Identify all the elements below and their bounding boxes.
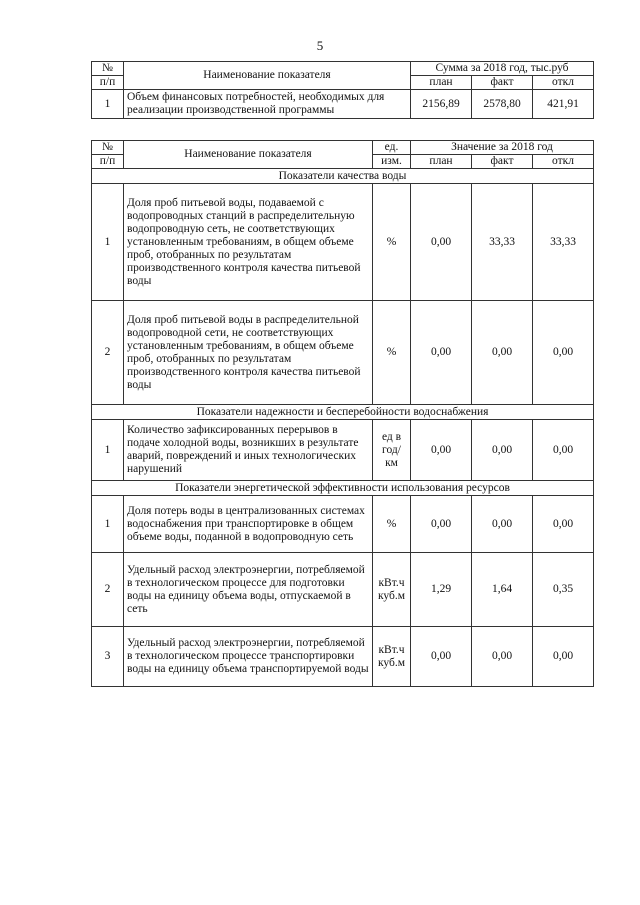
table-row bbox=[92, 90, 594, 119]
row-unit: кВт.ч куб.м bbox=[373, 627, 411, 687]
header-deviation: откл bbox=[533, 155, 594, 169]
table-row bbox=[92, 420, 594, 481]
row-plan-value: 2156,89 bbox=[411, 90, 472, 119]
row-indicator-name: Удельный расход электроэнергии, потребляемой в технологическом процессе для подготовки воды на единицу объема воды, отпускаемой в сеть bbox=[124, 553, 373, 627]
row-fact-value: 0,00 bbox=[472, 420, 533, 481]
row-num: 2 bbox=[92, 301, 124, 405]
row-deviation-value: 0,00 bbox=[533, 496, 594, 553]
row-num: 1 bbox=[92, 90, 124, 119]
row-indicator-name: Удельный расход электроэнергии, потребляемой в технологическом процессе транспортировки воды на единицу объема транспортируемой воды bbox=[124, 627, 373, 687]
indicators-table bbox=[91, 140, 594, 687]
row-indicator-name: Количество зафиксированных перерывов в подаче холодной воды, возникших в результате аварий, повреждений и иных технологических нарушений bbox=[124, 420, 373, 481]
row-plan-value: 1,29 bbox=[411, 553, 472, 627]
row-unit: ед в год/ км bbox=[373, 420, 411, 481]
header-plan: план bbox=[411, 155, 472, 169]
table-row bbox=[92, 184, 594, 301]
row-fact-value: 0,00 bbox=[472, 627, 533, 687]
header-num-line1: № bbox=[92, 62, 124, 76]
row-plan-value: 0,00 bbox=[411, 420, 472, 481]
row-indicator-name: Объем финансовых потребностей, необходимых для реализации производственной программы bbox=[124, 90, 411, 119]
header-unit-line1: ед. bbox=[373, 141, 411, 155]
row-num: 3 bbox=[92, 627, 124, 687]
table-row bbox=[92, 301, 594, 405]
section-title-energy-efficiency: Показатели энергетической эффективности использования ресурсов bbox=[92, 481, 594, 496]
row-deviation-value: 0,00 bbox=[533, 301, 594, 405]
row-deviation-value: 0,35 bbox=[533, 553, 594, 627]
row-unit: % bbox=[373, 301, 411, 405]
table-row bbox=[92, 627, 594, 687]
row-num: 1 bbox=[92, 184, 124, 301]
header-num-line1: № bbox=[92, 141, 124, 155]
row-fact-value: 0,00 bbox=[472, 301, 533, 405]
row-unit: кВт.ч куб.м bbox=[373, 553, 411, 627]
page-number: 5 bbox=[316, 38, 324, 53]
row-fact-value: 2578,80 bbox=[472, 90, 533, 119]
section-title-water-quality: Показатели качества воды bbox=[92, 169, 594, 184]
section-title-reliability: Показатели надежности и бесперебойности водоснабжения bbox=[92, 405, 594, 420]
row-plan-value: 0,00 bbox=[411, 184, 472, 301]
header-plan: план bbox=[411, 76, 472, 90]
header-unit-line2: изм. bbox=[373, 155, 411, 169]
row-unit: % bbox=[373, 496, 411, 553]
header-indicator-name: Наименование показателя bbox=[124, 62, 411, 90]
row-num: 1 bbox=[92, 496, 124, 553]
row-deviation-value: 33,33 bbox=[533, 184, 594, 301]
row-num: 1 bbox=[92, 420, 124, 481]
row-indicator-name: Доля проб питьевой воды, подаваемой с водопроводных станций в распределительную водопроводную сеть, не соответствующих установленным требованиям, в общем объеме проб, отобранных по результатам производственного контроля качества питьевой воды bbox=[124, 184, 373, 301]
header-num-line2: п/п bbox=[92, 76, 124, 90]
financial-needs-table bbox=[91, 61, 594, 119]
header-deviation: откл bbox=[533, 76, 594, 90]
row-plan-value: 0,00 bbox=[411, 301, 472, 405]
row-unit: % bbox=[373, 184, 411, 301]
row-deviation-value: 0,00 bbox=[533, 627, 594, 687]
header-fact: факт bbox=[472, 76, 533, 90]
row-fact-value: 0,00 bbox=[472, 496, 533, 553]
header-indicator-name: Наименование показателя bbox=[124, 141, 373, 169]
row-plan-value: 0,00 bbox=[411, 627, 472, 687]
row-deviation-value: 0,00 bbox=[533, 420, 594, 481]
header-value: Значение за 2018 год bbox=[411, 141, 594, 155]
row-deviation-value: 421,91 bbox=[533, 90, 594, 119]
row-plan-value: 0,00 bbox=[411, 496, 472, 553]
table-row bbox=[92, 553, 594, 627]
row-fact-value: 33,33 bbox=[472, 184, 533, 301]
row-num: 2 bbox=[92, 553, 124, 627]
table-row bbox=[92, 496, 594, 553]
row-fact-value: 1,64 bbox=[472, 553, 533, 627]
header-sum: Сумма за 2018 год, тыс.руб bbox=[411, 62, 594, 76]
row-indicator-name: Доля потерь воды в централизованных системах водоснабжения при транспортировке в общем объеме воды, поданной в водопроводную сеть bbox=[124, 496, 373, 553]
header-fact: факт bbox=[472, 155, 533, 169]
header-num-line2: п/п bbox=[92, 155, 124, 169]
row-indicator-name: Доля проб питьевой воды в распределительной водопроводной сети, не соответствующих установленным требованиям, в общем объеме проб, отобранных по результатам производственного контроля качества питьевой воды bbox=[124, 301, 373, 405]
